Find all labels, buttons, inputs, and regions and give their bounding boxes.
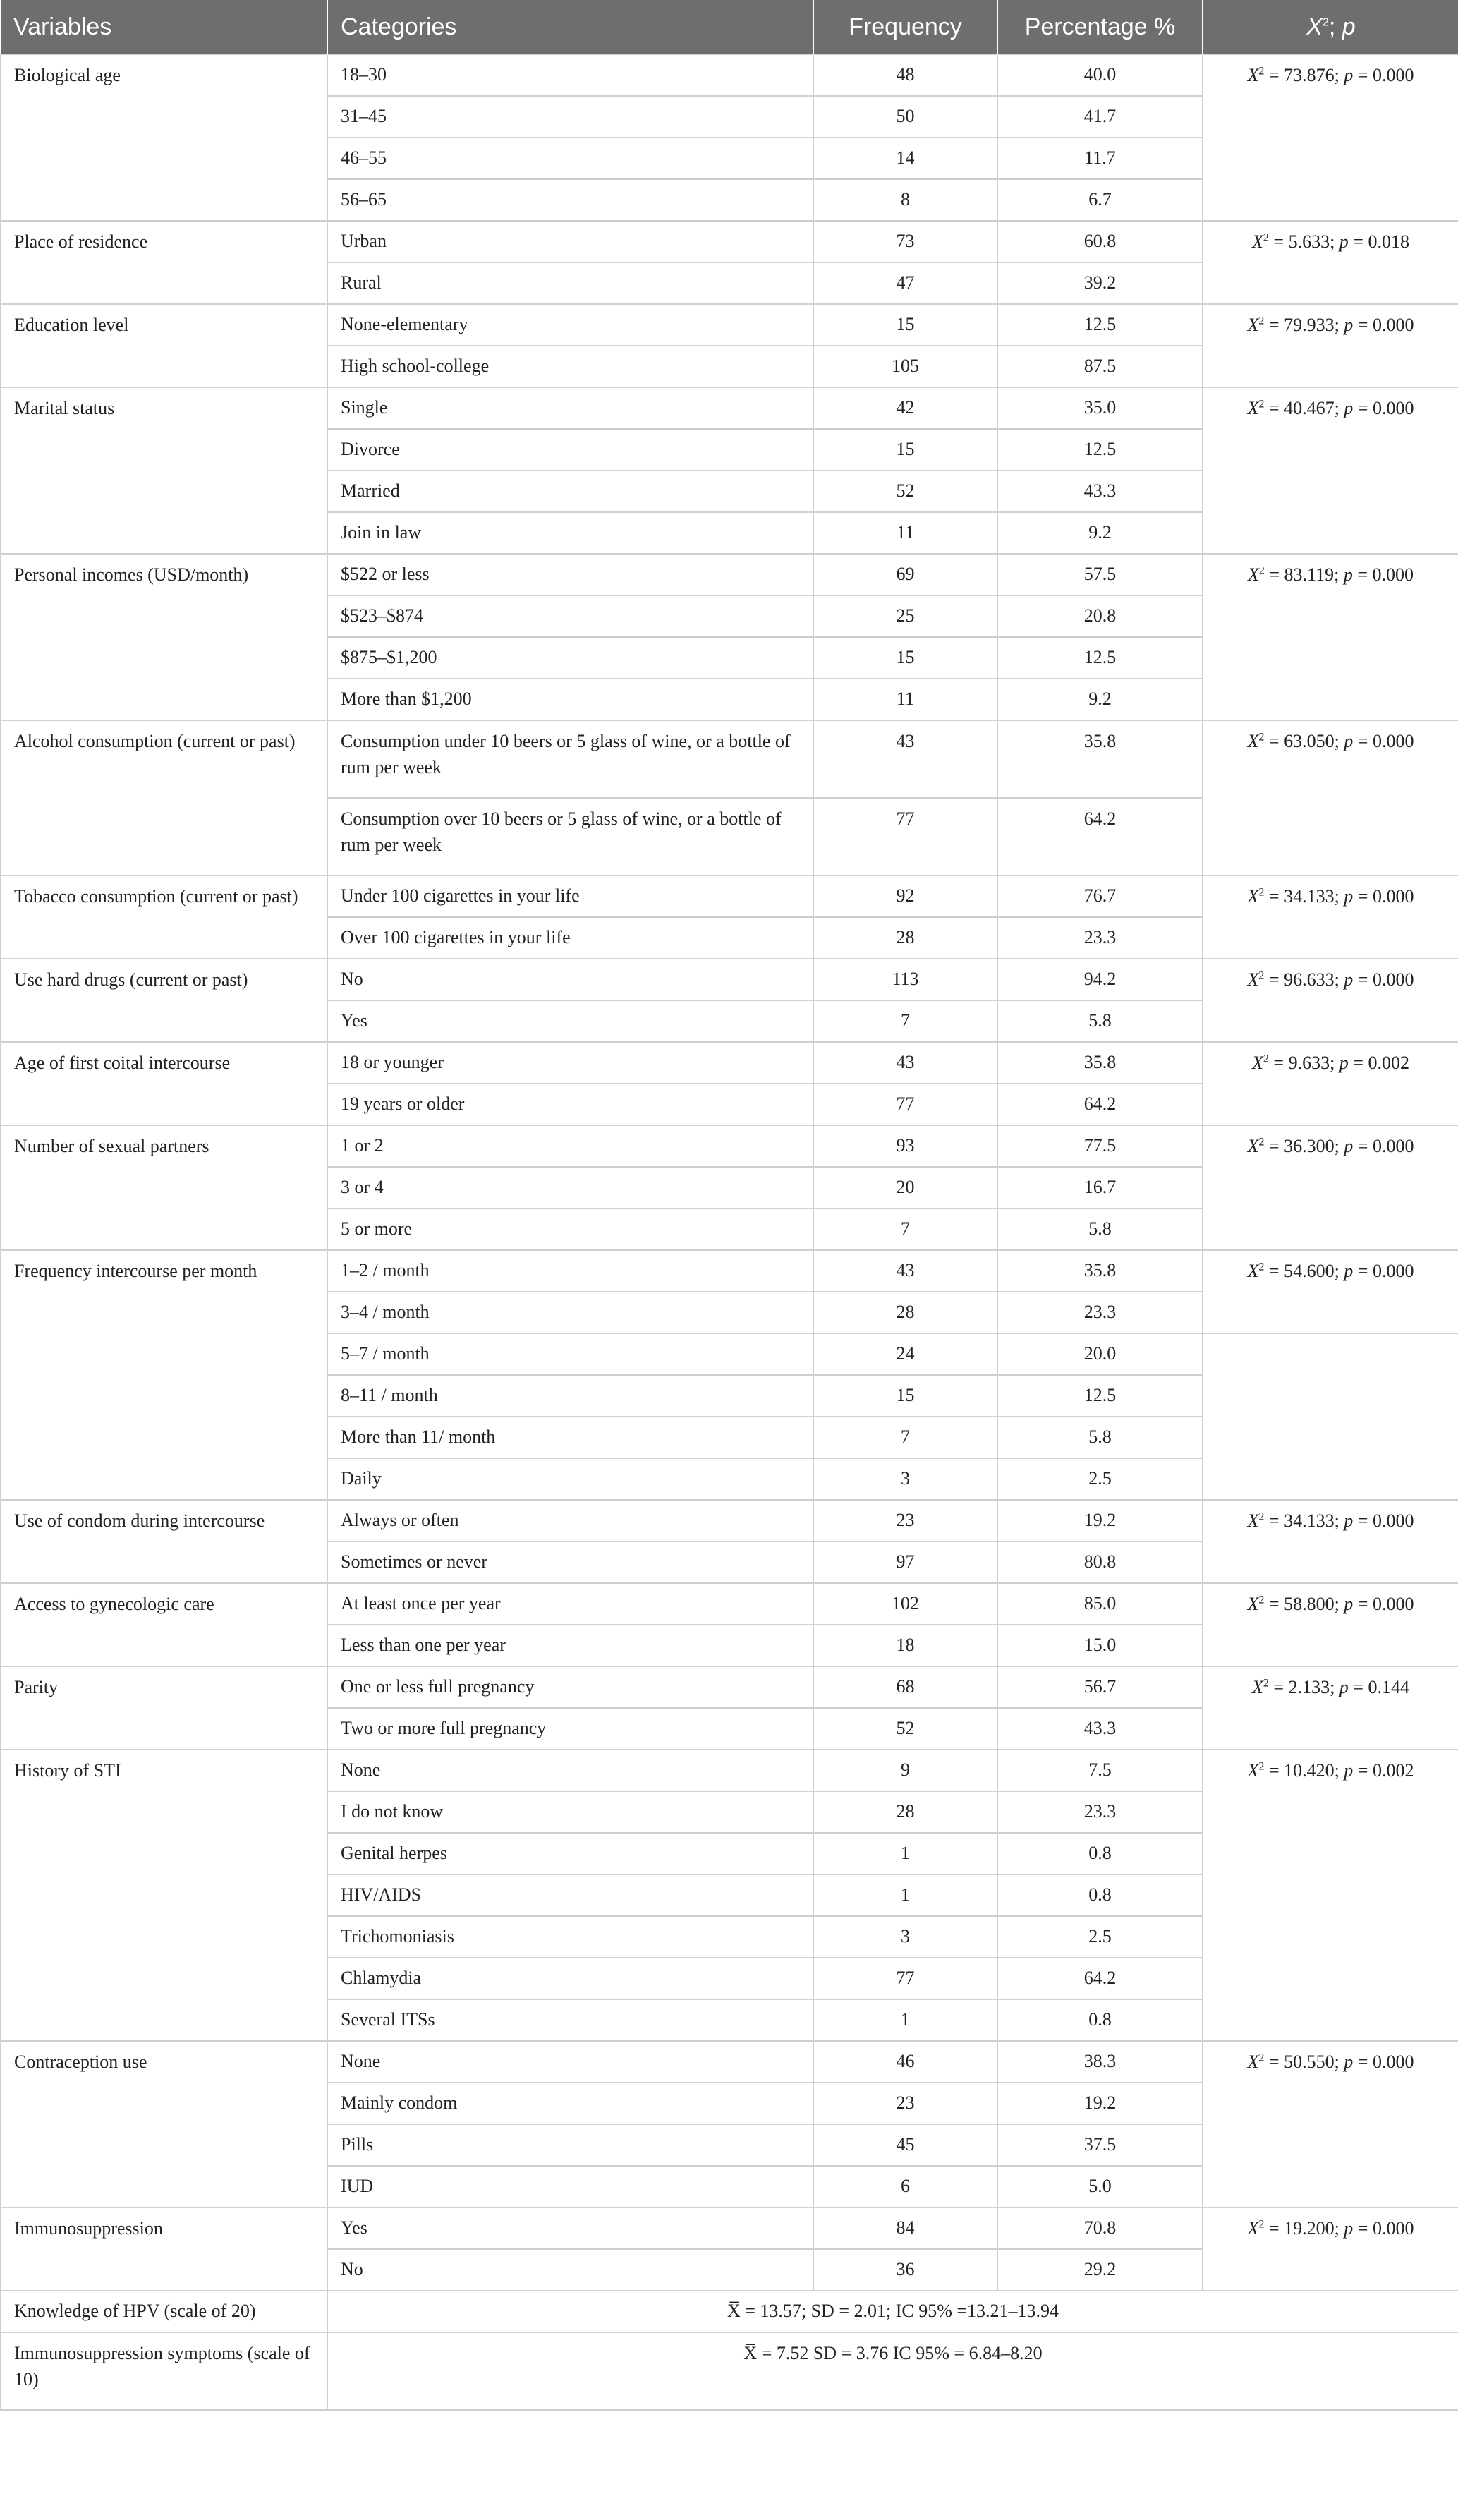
summary-variable-cell: Immunosuppression symptoms (scale of 10) xyxy=(1,2332,327,2410)
chi-square-cell: $X^2 = 63.050$; p = 0.000 xyxy=(1203,720,1458,876)
percentage-cell: 0.8 xyxy=(997,1999,1203,2041)
category-cell: Genital herpes xyxy=(327,1833,813,1874)
percentage-cell: 5.8 xyxy=(997,1417,1203,1458)
table-row xyxy=(1,387,1458,429)
frequency-cell: 23 xyxy=(813,1500,997,1541)
table-row xyxy=(1,221,1458,262)
frequency-cell: 7 xyxy=(813,1000,997,1042)
percentage-cell: 11.7 xyxy=(997,138,1203,179)
percentage-cell: 19.2 xyxy=(997,2083,1203,2124)
frequency-cell: 25 xyxy=(813,595,997,637)
percentage-cell: 23.3 xyxy=(997,1292,1203,1333)
frequency-cell: 28 xyxy=(813,917,997,959)
percentage-cell: 43.3 xyxy=(997,1708,1203,1750)
category-cell: Divorce xyxy=(327,429,813,471)
percentage-cell: 38.3 xyxy=(997,2041,1203,2083)
percentage-cell: 43.3 xyxy=(997,471,1203,512)
frequency-cell: 6 xyxy=(813,2166,997,2207)
summary-row xyxy=(1,2291,1458,2332)
table-row xyxy=(1,1250,1458,1292)
category-cell: 19 years or older xyxy=(327,1084,813,1125)
percentage-cell: 0.8 xyxy=(997,1874,1203,1916)
category-cell: None xyxy=(327,1750,813,1791)
percentage-cell: 29.2 xyxy=(997,2249,1203,2291)
percentage-cell: 9.2 xyxy=(997,679,1203,720)
percentage-cell: 77.5 xyxy=(997,1125,1203,1167)
header-frequency: Frequency xyxy=(813,0,997,54)
chi-square-cell: $X^2 = 50.550$; p = 0.000 xyxy=(1203,2041,1458,2207)
percentage-cell: 60.8 xyxy=(997,221,1203,262)
percentage-cell: 6.7 xyxy=(997,179,1203,221)
category-cell: Pills xyxy=(327,2124,813,2166)
category-cell: Always or often xyxy=(327,1500,813,1541)
percentage-cell: 12.5 xyxy=(997,1375,1203,1417)
chi-square-cell: $X^2 = 2.133$; p = 0.144 xyxy=(1203,1666,1458,1750)
category-cell: $523–$874 xyxy=(327,595,813,637)
percentage-cell: 35.0 xyxy=(997,387,1203,429)
percentage-cell: 39.2 xyxy=(997,262,1203,304)
frequency-cell: 1 xyxy=(813,1833,997,1874)
category-cell: Chlamydia xyxy=(327,1958,813,1999)
frequency-cell: 77 xyxy=(813,1958,997,1999)
frequency-cell: 23 xyxy=(813,2083,997,2124)
percentage-cell: 20.8 xyxy=(997,595,1203,637)
category-cell: 46–55 xyxy=(327,138,813,179)
frequency-cell: 42 xyxy=(813,387,997,429)
table-row xyxy=(1,1042,1458,1084)
percentage-cell: 37.5 xyxy=(997,2124,1203,2166)
table-row xyxy=(1,54,1458,96)
frequency-cell: 3 xyxy=(813,1916,997,1958)
frequency-cell: 11 xyxy=(813,679,997,720)
percentage-cell: 35.8 xyxy=(997,720,1203,798)
percentage-cell: 2.5 xyxy=(997,1916,1203,1958)
table-row xyxy=(1,2207,1458,2249)
category-cell: 1–2 / month xyxy=(327,1250,813,1292)
percentage-cell: 85.0 xyxy=(997,1583,1203,1625)
frequency-cell: 43 xyxy=(813,1042,997,1084)
frequency-cell: 68 xyxy=(813,1666,997,1708)
category-cell: 56–65 xyxy=(327,179,813,221)
category-cell: None-elementary xyxy=(327,304,813,346)
category-cell: I do not know xyxy=(327,1791,813,1833)
percentage-cell: 80.8 xyxy=(997,1541,1203,1583)
frequency-cell: 20 xyxy=(813,1167,997,1208)
category-cell: $522 or less xyxy=(327,554,813,595)
frequency-cell: 113 xyxy=(813,959,997,1000)
category-cell: Less than one per year xyxy=(327,1625,813,1666)
percentage-cell: 64.2 xyxy=(997,798,1203,876)
frequency-cell: 1 xyxy=(813,1999,997,2041)
frequency-cell: 15 xyxy=(813,429,997,471)
chi-square-cell: $X^2 = 79.933$; p = 0.000 xyxy=(1203,304,1458,387)
category-cell: More than $1,200 xyxy=(327,679,813,720)
table-body xyxy=(1,54,1458,2410)
table-row xyxy=(1,304,1458,346)
percentage-cell: 12.5 xyxy=(997,304,1203,346)
frequency-cell: 14 xyxy=(813,138,997,179)
category-cell: Single xyxy=(327,387,813,429)
percentage-cell: 2.5 xyxy=(997,1458,1203,1500)
chi-square-cell: $X^2 = 58.800$; p = 0.000 xyxy=(1203,1583,1458,1666)
category-cell: Married xyxy=(327,471,813,512)
percentage-cell: 20.0 xyxy=(997,1333,1203,1375)
variable-cell: Number of sexual partners xyxy=(1,1125,327,1250)
category-cell: Yes xyxy=(327,2207,813,2249)
chi-square-cell: $X^2 = 34.133$; p = 0.000 xyxy=(1203,876,1458,959)
category-cell: Two or more full pregnancy xyxy=(327,1708,813,1750)
variable-cell: Personal incomes (USD/month) xyxy=(1,554,327,720)
frequency-cell: 77 xyxy=(813,1084,997,1125)
percentage-cell: 5.8 xyxy=(997,1208,1203,1250)
variable-cell: History of STI xyxy=(1,1750,327,2041)
variable-cell: Contraception use xyxy=(1,2041,327,2207)
category-cell: Several ITSs xyxy=(327,1999,813,2041)
percentage-cell: 76.7 xyxy=(997,876,1203,917)
category-cell: At least once per year xyxy=(327,1583,813,1625)
percentage-cell: 9.2 xyxy=(997,512,1203,554)
frequency-cell: 24 xyxy=(813,1333,997,1375)
percentage-cell: 87.5 xyxy=(997,346,1203,387)
frequency-cell: 52 xyxy=(813,471,997,512)
frequency-cell: 7 xyxy=(813,1208,997,1250)
frequency-cell: 15 xyxy=(813,304,997,346)
table-header xyxy=(1,0,1458,54)
category-cell: High school-college xyxy=(327,346,813,387)
percentage-cell: 12.5 xyxy=(997,637,1203,679)
table-row xyxy=(1,959,1458,1000)
percentage-cell: 94.2 xyxy=(997,959,1203,1000)
category-cell: 18 or younger xyxy=(327,1042,813,1084)
percentage-cell: 23.3 xyxy=(997,1791,1203,1833)
variable-cell: Use hard drugs (current or past) xyxy=(1,959,327,1042)
category-cell: 1 or 2 xyxy=(327,1125,813,1167)
category-cell: Sometimes or never xyxy=(327,1541,813,1583)
category-cell: One or less full pregnancy xyxy=(327,1666,813,1708)
percentage-cell: 7.5 xyxy=(997,1750,1203,1791)
table-row xyxy=(1,720,1458,798)
frequency-cell: 28 xyxy=(813,1292,997,1333)
category-cell: 3–4 / month xyxy=(327,1292,813,1333)
frequency-cell: 93 xyxy=(813,1125,997,1167)
summary-value-cell: X̅ = 7.52 SD = 3.76 IC 95% = 6.84–8.20 xyxy=(327,2332,1458,2410)
table-row xyxy=(1,1125,1458,1167)
category-cell: Consumption over 10 beers or 5 glass of wine, or a bottle of rum per week xyxy=(327,798,813,876)
frequency-cell: 45 xyxy=(813,2124,997,2166)
variable-cell: Immunosuppression xyxy=(1,2207,327,2291)
percentage-cell: 35.8 xyxy=(997,1250,1203,1292)
chi-square-cell: $X^2 = 5.633$; p = 0.018 xyxy=(1203,221,1458,304)
frequency-cell: 11 xyxy=(813,512,997,554)
category-cell: $875–$1,200 xyxy=(327,637,813,679)
percentage-cell: 5.8 xyxy=(997,1000,1203,1042)
frequency-cell: 15 xyxy=(813,1375,997,1417)
category-cell: None xyxy=(327,2041,813,2083)
category-cell: 18–30 xyxy=(327,54,813,96)
category-cell: No xyxy=(327,2249,813,2291)
variable-cell: Alcohol consumption (current or past) xyxy=(1,720,327,876)
category-cell: 3 or 4 xyxy=(327,1167,813,1208)
frequency-cell: 52 xyxy=(813,1708,997,1750)
variable-cell: Parity xyxy=(1,1666,327,1750)
frequency-cell: 92 xyxy=(813,876,997,917)
frequency-cell: 84 xyxy=(813,2207,997,2249)
variable-cell: Tobacco consumption (current or past) xyxy=(1,876,327,959)
summary-variable-cell: Knowledge of HPV (scale of 20) xyxy=(1,2291,327,2332)
variable-cell: Marital status xyxy=(1,387,327,554)
frequency-cell: 43 xyxy=(813,1250,997,1292)
percentage-cell: 56.7 xyxy=(997,1666,1203,1708)
category-cell: 31–45 xyxy=(327,96,813,138)
frequency-cell: 69 xyxy=(813,554,997,595)
frequency-cell: 8 xyxy=(813,179,997,221)
category-cell: Over 100 cigarettes in your life xyxy=(327,917,813,959)
category-cell: Join in law xyxy=(327,512,813,554)
frequency-cell: 18 xyxy=(813,1625,997,1666)
variable-cell: Biological age xyxy=(1,54,327,221)
frequency-cell: 28 xyxy=(813,1791,997,1833)
frequency-cell: 1 xyxy=(813,1874,997,1916)
header-variables: Variables xyxy=(1,0,327,54)
category-cell: Rural xyxy=(327,262,813,304)
percentage-cell: 40.0 xyxy=(997,54,1203,96)
category-cell: Under 100 cigarettes in your life xyxy=(327,876,813,917)
table-row xyxy=(1,1750,1458,1791)
percentage-cell: 12.5 xyxy=(997,429,1203,471)
table-row xyxy=(1,2041,1458,2083)
chi-square-empty-cell xyxy=(1203,1333,1458,1500)
variable-cell: Access to gynecologic care xyxy=(1,1583,327,1666)
percentage-cell: 64.2 xyxy=(997,1958,1203,1999)
frequency-cell: 47 xyxy=(813,262,997,304)
chi-square-cell: $X^2 = 9.633$; p = 0.002 xyxy=(1203,1042,1458,1125)
chi-square-cell: $X^2 = 73.876$; p = 0.000 xyxy=(1203,54,1458,221)
frequency-cell: 50 xyxy=(813,96,997,138)
frequency-cell: 102 xyxy=(813,1583,997,1625)
category-cell: 8–11 / month xyxy=(327,1375,813,1417)
category-cell: Yes xyxy=(327,1000,813,1042)
chi-square-cell: $X^2 = 40.467$; p = 0.000 xyxy=(1203,387,1458,554)
frequency-cell: 73 xyxy=(813,221,997,262)
header-percentage: Percentage % xyxy=(997,0,1203,54)
chi-square-cell: $X^2 = 34.133$; p = 0.000 xyxy=(1203,1500,1458,1583)
percentage-cell: 57.5 xyxy=(997,554,1203,595)
table-row xyxy=(1,1500,1458,1541)
percentage-cell: 0.8 xyxy=(997,1833,1203,1874)
variable-cell: Education level xyxy=(1,304,327,387)
category-cell: Urban xyxy=(327,221,813,262)
percentage-cell: 5.0 xyxy=(997,2166,1203,2207)
category-cell: No xyxy=(327,959,813,1000)
header-categories: Categories xyxy=(327,0,813,54)
frequency-cell: 9 xyxy=(813,1750,997,1791)
category-cell: HIV/AIDS xyxy=(327,1874,813,1916)
chi-square-cell: $X^2 = 83.119$; p = 0.000 xyxy=(1203,554,1458,720)
category-cell: Daily xyxy=(327,1458,813,1500)
frequency-cell: 48 xyxy=(813,54,997,96)
chi-square-cell: $X^2 = 54.600$; p = 0.000 xyxy=(1203,1250,1458,1333)
frequency-cell: 105 xyxy=(813,346,997,387)
table-row xyxy=(1,876,1458,917)
chi-square-cell: $X^2 = 10.420$; p = 0.002 xyxy=(1203,1750,1458,2041)
frequency-cell: 97 xyxy=(813,1541,997,1583)
frequency-cell: 77 xyxy=(813,798,997,876)
percentage-cell: 16.7 xyxy=(997,1167,1203,1208)
percentage-cell: 70.8 xyxy=(997,2207,1203,2249)
percentage-cell: 35.8 xyxy=(997,1042,1203,1084)
percentage-cell: 23.3 xyxy=(997,917,1203,959)
frequency-cell: 7 xyxy=(813,1417,997,1458)
table-row xyxy=(1,554,1458,595)
variable-cell: Place of residence xyxy=(1,221,327,304)
chi-square-cell: $X^2 = 96.633$; p = 0.000 xyxy=(1203,959,1458,1042)
category-cell: More than 11/ month xyxy=(327,1417,813,1458)
category-cell: 5–7 / month xyxy=(327,1333,813,1375)
percentage-cell: 15.0 xyxy=(997,1625,1203,1666)
frequency-cell: 46 xyxy=(813,2041,997,2083)
variable-cell: Use of condom during intercourse xyxy=(1,1500,327,1583)
frequency-cell: 15 xyxy=(813,637,997,679)
frequency-cell: 36 xyxy=(813,2249,997,2291)
table-row xyxy=(1,1666,1458,1708)
category-cell: Mainly condom xyxy=(327,2083,813,2124)
summary-value-cell: X̅ = 13.57; SD = 2.01; IC 95% =13.21–13.94 xyxy=(327,2291,1458,2332)
category-cell: Consumption under 10 beers or 5 glass of wine, or a bottle of rum per week xyxy=(327,720,813,798)
category-cell: Trichomoniasis xyxy=(327,1916,813,1958)
category-cell: IUD xyxy=(327,2166,813,2207)
percentage-cell: 64.2 xyxy=(997,1084,1203,1125)
header-row xyxy=(1,0,1458,54)
header-chi-square: $X^2$; p xyxy=(1203,0,1458,54)
variable-cell: Frequency intercourse per month xyxy=(1,1250,327,1500)
variable-cell: Age of first coital intercourse xyxy=(1,1042,327,1125)
category-cell: 5 or more xyxy=(327,1208,813,1250)
chi-square-cell: $X^2 = 19.200$; p = 0.000 xyxy=(1203,2207,1458,2291)
table-row xyxy=(1,1583,1458,1625)
frequency-cell: 3 xyxy=(813,1458,997,1500)
percentage-cell: 41.7 xyxy=(997,96,1203,138)
summary-row xyxy=(1,2332,1458,2410)
frequency-cell: 43 xyxy=(813,720,997,798)
chi-square-cell: $X^2 = 36.300$; p = 0.000 xyxy=(1203,1125,1458,1250)
percentage-cell: 19.2 xyxy=(997,1500,1203,1541)
